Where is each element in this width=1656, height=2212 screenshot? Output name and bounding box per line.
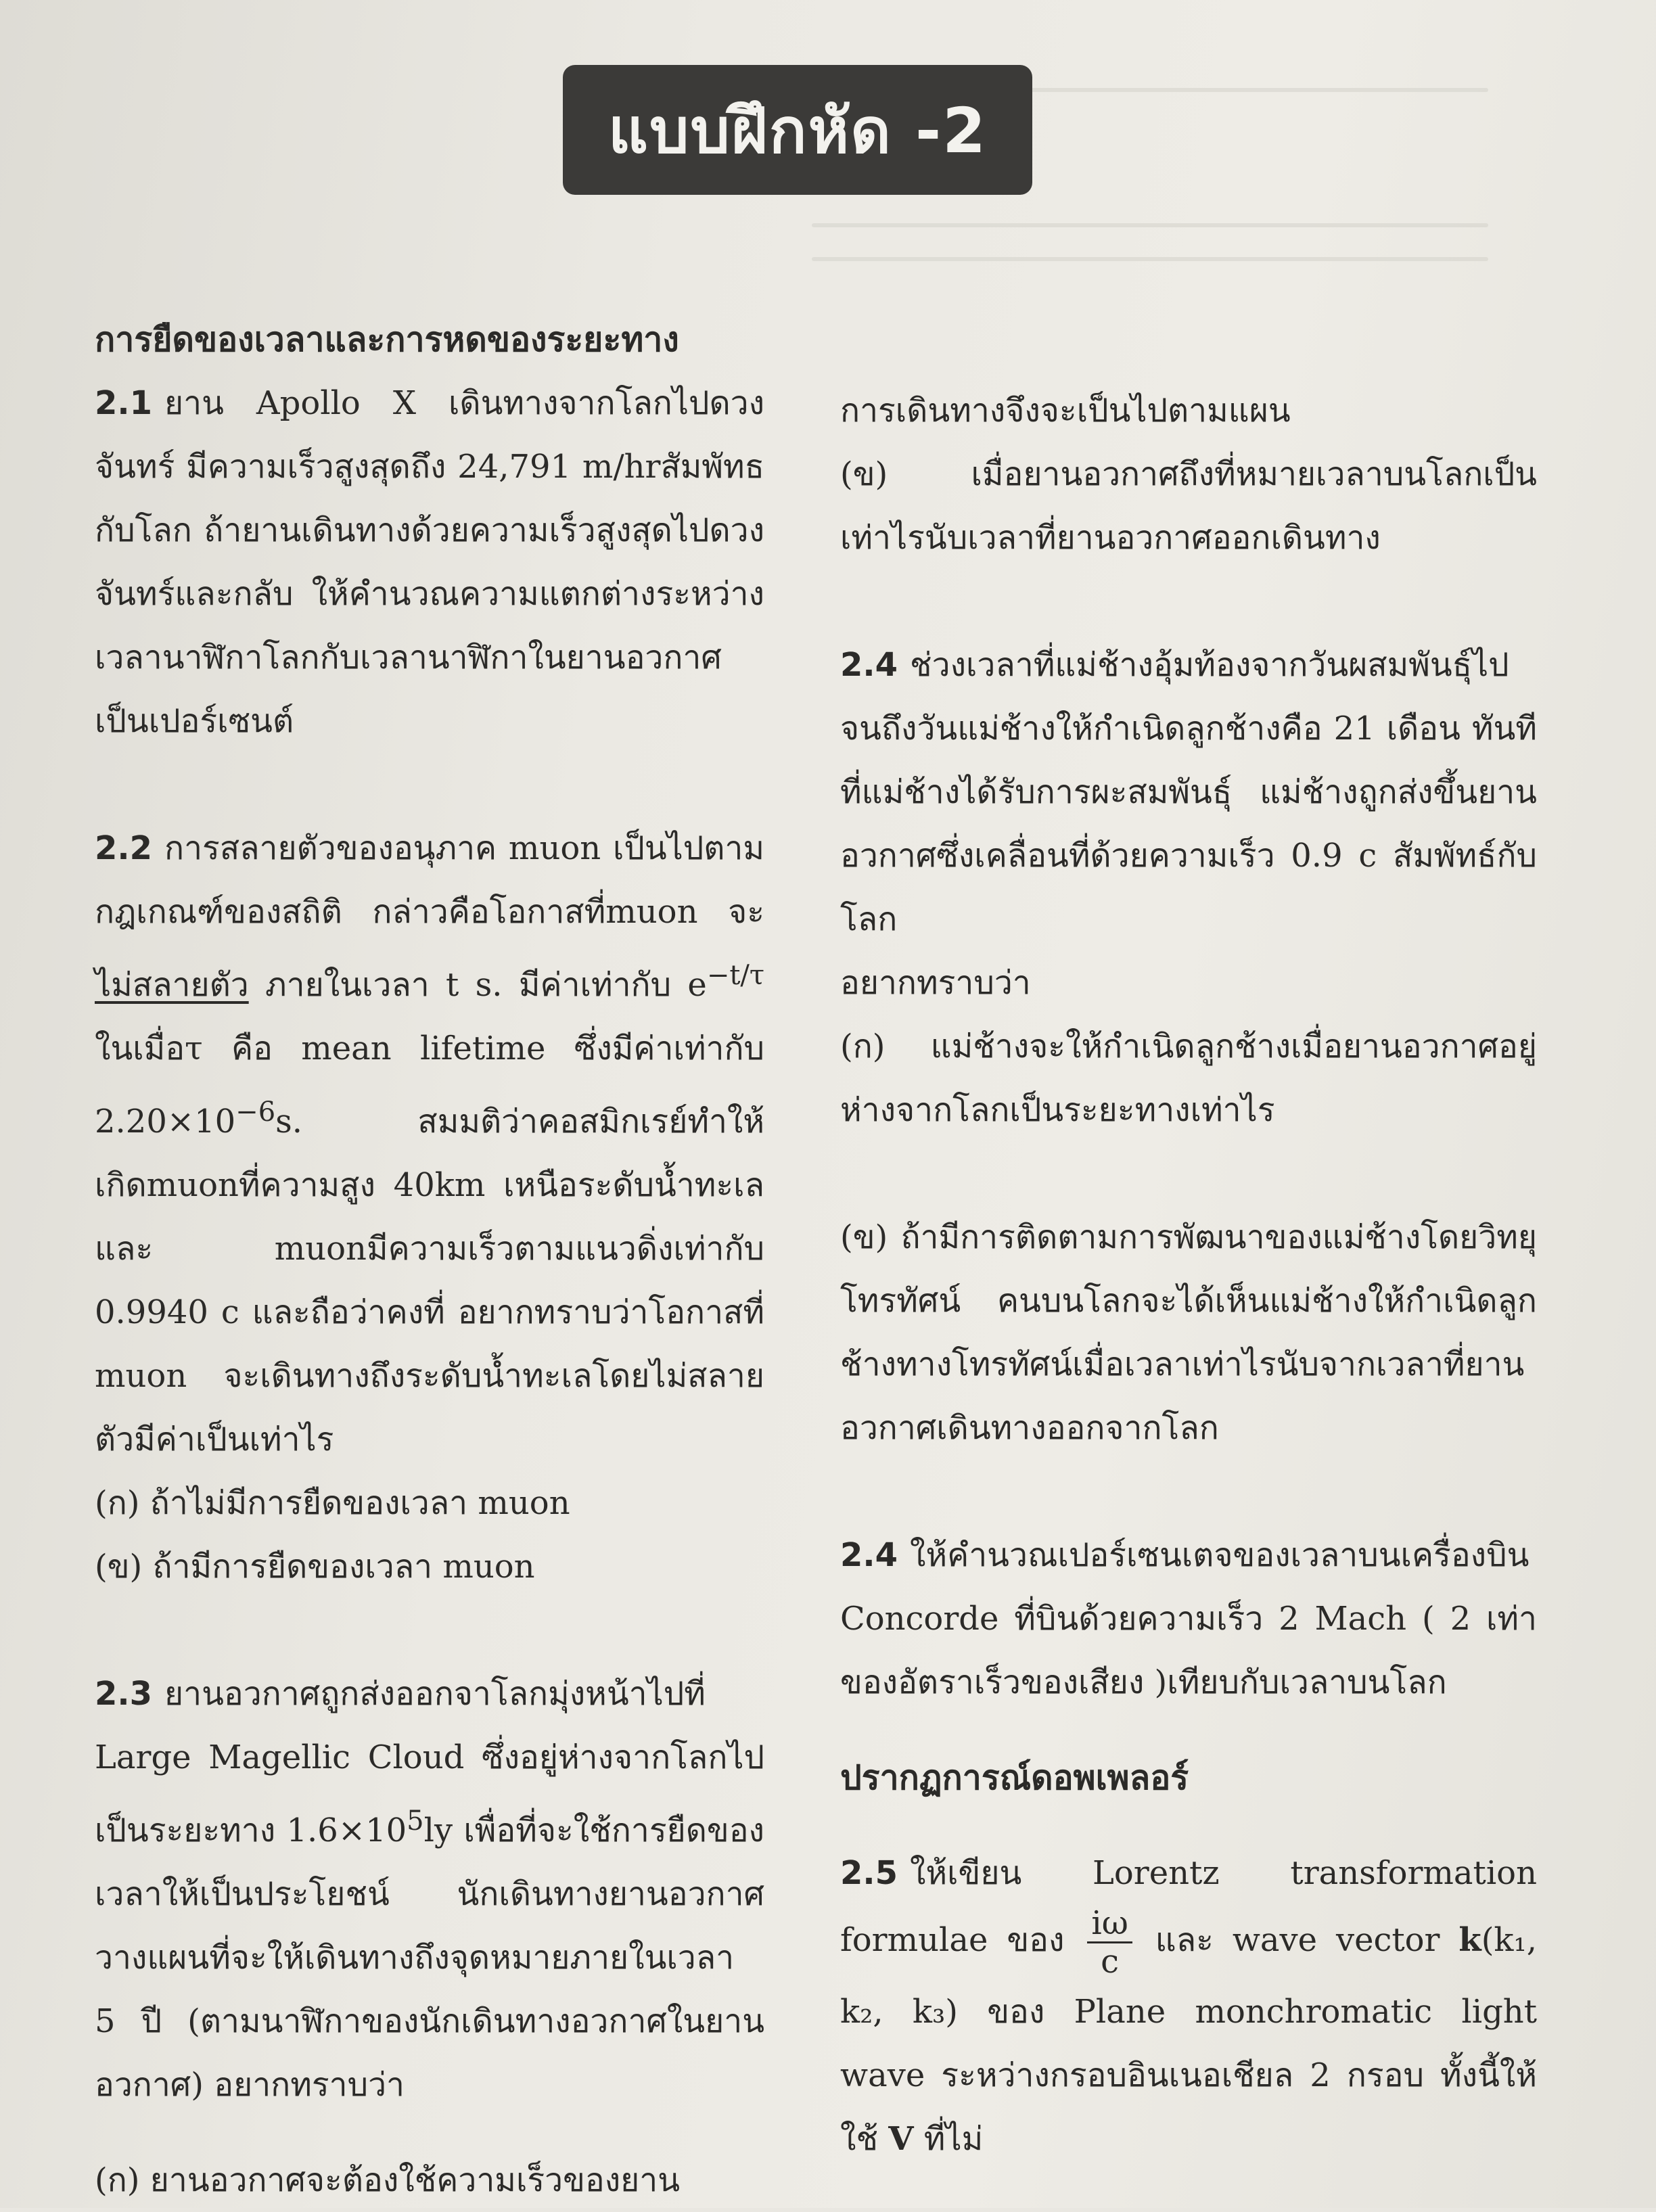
fraction-denominator: c [1101, 1943, 1120, 1981]
problem-text: ให้คำนวณเปอร์เซนเตจของเวลาบนเครื่องบิน Concorde ที่บินด้วยความเร็ว 2 Mach ( 2 เท่าของอัตราเร็วของเสียง )เทียบกับเวลาบนโลก [840, 1536, 1537, 1701]
problem-text: ยาน Apollo X เดินทางจากโลกไปดวงจันทร์ มีความเร็วสูงสุดถึง 24,791 m/hrสัมพัทธกับโลก ถ้ายานเดินทางด้วยความเร็วสูงสุดไปดวงจันทร์และกลับ ให้คำนวณความแตกต่างระหว่างเวลานาฬิกาโลกกับเวลานาฬิกาในยานอวกาศเป็นเปอร์เซนต์ [95, 384, 764, 740]
spacer [95, 1598, 764, 1662]
spacer [840, 1460, 1537, 1523]
problem-number: 2.4 [840, 1536, 898, 1574]
bleed-through-line [812, 223, 1488, 227]
section-heading-doppler: ปรากฏการณ์ดอพเพลอร์ [840, 1758, 1189, 1797]
problem-2-1 [95, 371, 764, 753]
exercise-title: แบบฝึกหัด -2 [607, 94, 988, 167]
bleed-through-line [812, 257, 1488, 261]
wave-vector-components: (k₁, k₂, k₃) [840, 1921, 1537, 2031]
sub-question-kha: (ข) เมื่อยานอวกาศถึงที่หมายเวลาบนโลกเป็นเท่าไรนับเวลาที่ยานอวกาศออกเดินทาง [840, 455, 1537, 557]
problem-text: ภายในเวลา t s. มีค่าเท่ากับ e [265, 966, 707, 1004]
spacer [840, 1714, 1537, 1746]
problem-text: ly เพื่อที่จะใช้การยืดของเวลาให้เป็นประโยชน์ นักเดินทางยานอวกาศวางแผนที่จะให้เดินทางถึงจุดหมายภายในเวลา 5 ปี (ตามนาฬิกาของนักเดินทางอวกาศในยานอวกาศ) อยากทราบว่า [95, 1812, 764, 2104]
problem-2-4 [840, 633, 1537, 951]
section-heading-time-dilation: การยืดของเวลาและการหดของระยะทาง [95, 320, 679, 359]
ask-line: อยากทราบว่า [840, 964, 1031, 1002]
sub-question-kha: (ข) ถ้ามีการติดตามการพัฒนาของแม่ช้างโดยวิทยุโทรทัศน์ คนบนโลกจะได้เห็นแม่ช้างให้กำเนิดลูกช้างทางโทรทัศน์เมื่อเวลาเท่าไรนับจากเวลาที่ยานอวกาศเดินทางออกจากโลก [840, 1218, 1537, 1447]
sub-question-ka: (ก) ยานอวกาศจะต้องใช้ความเร็วของยาน [95, 2161, 681, 2199]
problem-number: 2.1 [95, 384, 153, 422]
problem-text: ช่วงเวลาที่แม่ช้างอุ้มท้องจากวันผสมพันธุ์ไปจนถึงวันแม่ช้างให้กำเนิดลูกช้างคือ 21 เดือน ทันทีที่แม่ช้างได้รับการผะสมพันธุ์ แม่ช้างถูกส่งขึ้นยานอวกาศซึ่งเคลื่อนที่ด้วยความเร็ว 0.9 c สัมพัทธ์กับโลก [840, 646, 1537, 938]
spacer [840, 1142, 1537, 1205]
spacer [95, 753, 764, 816]
problem-text: ยานอวกาศถูกส่งออกจาโลกมุ่งหน้าไปที่ Large Magellic Cloud ซึ่งอยู่ห่างจากโลกไปเป็นระยะทาง 1.6×10 [95, 1675, 764, 1849]
velocity-symbol: V [888, 2120, 914, 2158]
exercise-title-banner [563, 65, 1032, 195]
problem-2-3-continued: การเดินทางจึงจะเป็นไปตามแผน [840, 392, 1291, 430]
left-column [95, 308, 764, 2212]
problem-text: การสลายตัวของอนุภาค muon เป็นไปตามกฎเกณฑ์ของสถิติ กล่าวคือโอกาสที่muon จะ [95, 829, 764, 931]
problem-2-5 [840, 1841, 1537, 2171]
problem-text: และ wave vector [1155, 1921, 1440, 1959]
sub-question-ka: (ก) ถ้าไม่มีการยืดของเวลา muon [95, 1484, 570, 1522]
sub-question-kha: (ข) ถ้ามีการยืดของเวลา muon [95, 1548, 535, 1586]
fraction-numerator: iω [1087, 1905, 1132, 1943]
problem-number: 2.3 [95, 1675, 153, 1713]
problem-number: 2.4 [840, 646, 898, 684]
sub-question-ka: (ก) แม่ช้างจะให้กำเนิดลูกช้างเมื่อยานอวกาศอยู่ห่างจากโลกเป็นระยะทางเท่าไร [840, 1028, 1537, 1129]
problem-text: ของ Plane monchromatic light wave ระหว่างกรอบอินเนอเชียล 2 กรอบ ทั้งนี้ให้ใช้ [840, 1993, 1538, 2158]
problem-text: ให้เขียน Lorentz transformation formulae ของ [840, 1854, 1537, 1959]
exponent: −6 [235, 1097, 276, 1128]
problem-text: ที่ไม่ [923, 2120, 984, 2158]
problem-2-4-concorde [840, 1523, 1537, 1714]
problem-2-2 [95, 816, 764, 1471]
wave-vector-symbol: k [1458, 1921, 1481, 1959]
spacer [840, 570, 1537, 633]
problem-text: ในเมื่อτ คือ mean lifetime ซึ่งมีค่าเท่ากับ 2.20×10 [95, 1030, 764, 1140]
problem-text: s. สมมติว่าคอสมิกเรย์ทำให้เกิดmuonที่ความสูง 40km เหนือระดับน้ำทะเล และ muonมีความเร็วตามแนวดิ่งเท่ากับ 0.9940 c และถือว่าคงที่ อยากทราบว่าโอกาสที่ muon จะเดินทางถึงระดับน้ำทะเลโดยไม่สลายตัวมีค่าเป็นเท่าไร [95, 1103, 764, 1458]
problem-number: 2.2 [95, 829, 153, 867]
problem-2-3 [95, 1662, 764, 2117]
exponent: 5 [407, 1805, 424, 1837]
underlined-term: ไม่สลายตัว [95, 966, 249, 1004]
exponent: −t/τ [706, 960, 765, 991]
spacer [95, 2117, 764, 2148]
right-column [840, 379, 1537, 2171]
fraction-i-omega-over-c [1087, 1905, 1132, 1980]
spacer [840, 1810, 1537, 1841]
problem-number: 2.5 [840, 1854, 898, 1892]
